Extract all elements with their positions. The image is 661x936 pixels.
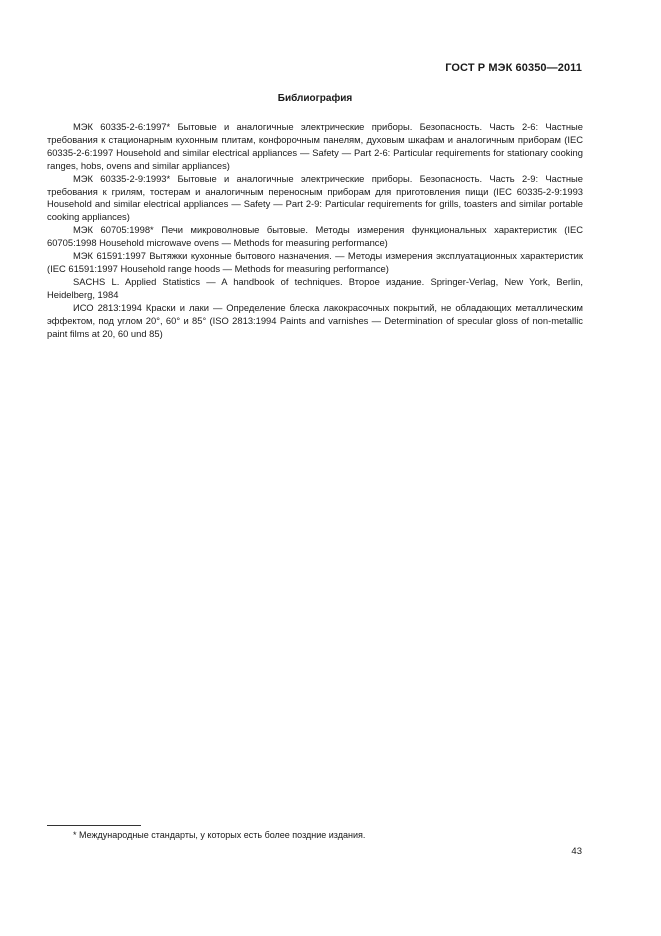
footnote-divider (47, 825, 141, 826)
footnote: * Международные стандарты, у которых есть более поздние издания. (73, 830, 366, 840)
bibliography-entry: ИСО 2813:1994 Краски и лаки — Определение блеска лакокрасочных покрытий, не обладающих металлическим эффектом, под углом 20°, 60° и 85° (ISO 2813:1994 Paints and varnishes — Determination of specular gloss of non-metallic paint films at 20, 60 und 85) (47, 301, 583, 339)
bibliography-entry: SACHS L. Applied Statistics — A handbook of techniques. Второе издание. Springer-Verlag, New York, Berlin, Heidelberg, 1984 (47, 275, 583, 300)
page-number: 43 (571, 846, 582, 857)
bibliography-entry: МЭК 61591:1997 Вытяжки кухонные бытового назначения. — Методы измерения эксплуатационных характеристик (IEC 61591:1997 Household range hoods — Methods for measuring performance) (47, 250, 583, 274)
standard-code-header: ГОСТ Р МЭК 60350—2011 (445, 62, 582, 74)
bibliography-entry: МЭК 60705:1998* Печи микроволновые бытовые. Методы измерения функциональных характеристик (IEC 60705:1998 Household microwave ovens — Methods for measuring performance) (47, 224, 583, 249)
section-title: Библиография (277, 93, 353, 104)
bibliography-entry: МЭК 60335-2-6:1997* Бытовые и аналогичные электрические приборы. Безопасность. Часть 2-6: Частные требования к стационарным кухонным плитам, конфорочным панелям, духовым шкафам и аналогичным приборам (IEC 60335-2-6:1997 Household and similar electrical appliances — Safety — Part 2-6: Particular requirements for stationary cooking ranges, hobs, ovens and similar appliances) (47, 121, 583, 171)
bibliography-list (47, 121, 583, 340)
bibliography-entry: МЭК 60335-2-9:1993* Бытовые и аналогичные электрические приборы. Безопасность. Часть 2-9: Частные требования к грилям, тостерам и аналогичным переносным приборам для приготовления пищи (IEC 60335-2-9:1993 Household and similar electrical appliances — Safety — Part 2-9: Particular requirements for grills, toasters and similar portable cooking appliances) (47, 172, 583, 223)
